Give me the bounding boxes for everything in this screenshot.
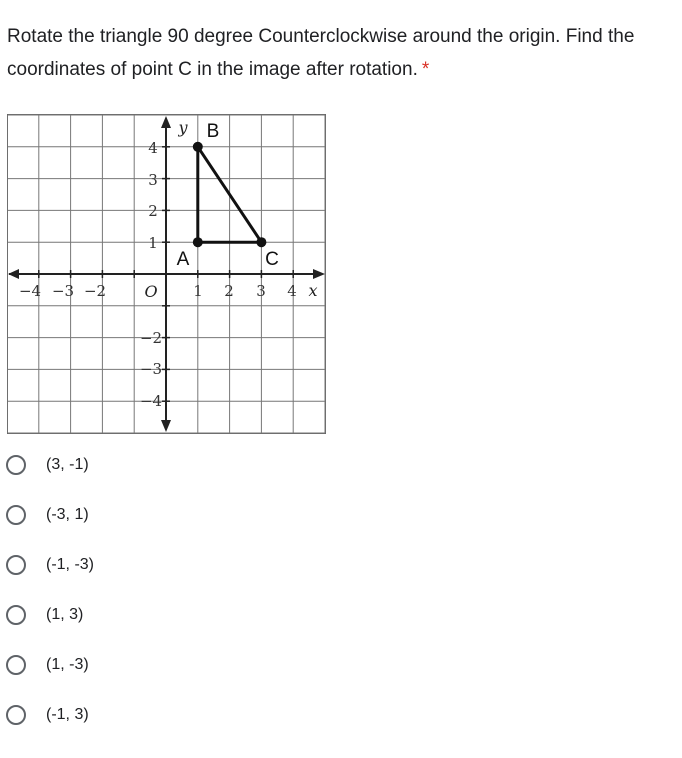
radio-button[interactable]: [6, 455, 26, 475]
question-title: [7, 20, 672, 86]
y-tick-label: 2: [148, 202, 158, 220]
y-axis-label: y: [178, 118, 188, 137]
point-b-marker: [193, 142, 203, 152]
x-tick-label: −4: [18, 282, 42, 300]
option-3[interactable]: [5, 540, 94, 590]
point-c-label: C: [265, 249, 279, 270]
option-5[interactable]: [5, 640, 94, 690]
y-tick-label: −3: [139, 360, 163, 378]
point-c-marker: [256, 237, 266, 247]
x-tick-label: 3: [256, 282, 266, 300]
option-label: (-1, 3): [46, 706, 89, 723]
x-tick-label: −2: [83, 282, 107, 300]
x-tick-label: −3: [51, 282, 75, 300]
coordinate-graph: [7, 114, 326, 434]
point-a-label: A: [176, 249, 190, 270]
y-tick-label: 4: [148, 139, 158, 157]
x-tick-label: 2: [224, 282, 234, 300]
y-tick-label: −4: [139, 392, 163, 410]
radio-button[interactable]: [6, 605, 26, 625]
x-tick-label: 1: [193, 282, 203, 300]
option-label: (1, -3): [46, 656, 89, 673]
point-a-marker: [193, 237, 203, 247]
option-1[interactable]: [5, 440, 94, 490]
option-label: (1, 3): [46, 606, 84, 623]
required-marker: *: [421, 59, 430, 80]
radio-button[interactable]: [6, 655, 26, 675]
radio-button[interactable]: [6, 705, 26, 725]
option-2[interactable]: [5, 490, 94, 540]
point-b-label: B: [206, 121, 220, 142]
option-label: (3, -1): [46, 456, 89, 473]
option-label: (-1, -3): [46, 556, 94, 573]
y-tick-label: 3: [148, 171, 158, 189]
answer-options: [5, 440, 94, 740]
y-tick-label: −2: [139, 329, 163, 347]
x-tick-label: 4: [287, 282, 297, 300]
option-label: (-3, 1): [46, 506, 89, 523]
radio-button[interactable]: [6, 505, 26, 525]
option-4[interactable]: [5, 590, 94, 640]
origin-label: O: [144, 282, 158, 301]
x-axis-label: x: [308, 281, 318, 300]
radio-button[interactable]: [6, 555, 26, 575]
question-text: Rotate the triangle 90 degree Counterclockwise around the origin. Find the coordinates of point C in the image after rotation.: [7, 26, 635, 80]
option-6[interactable]: [5, 690, 94, 740]
y-tick-label: 1: [148, 234, 158, 252]
